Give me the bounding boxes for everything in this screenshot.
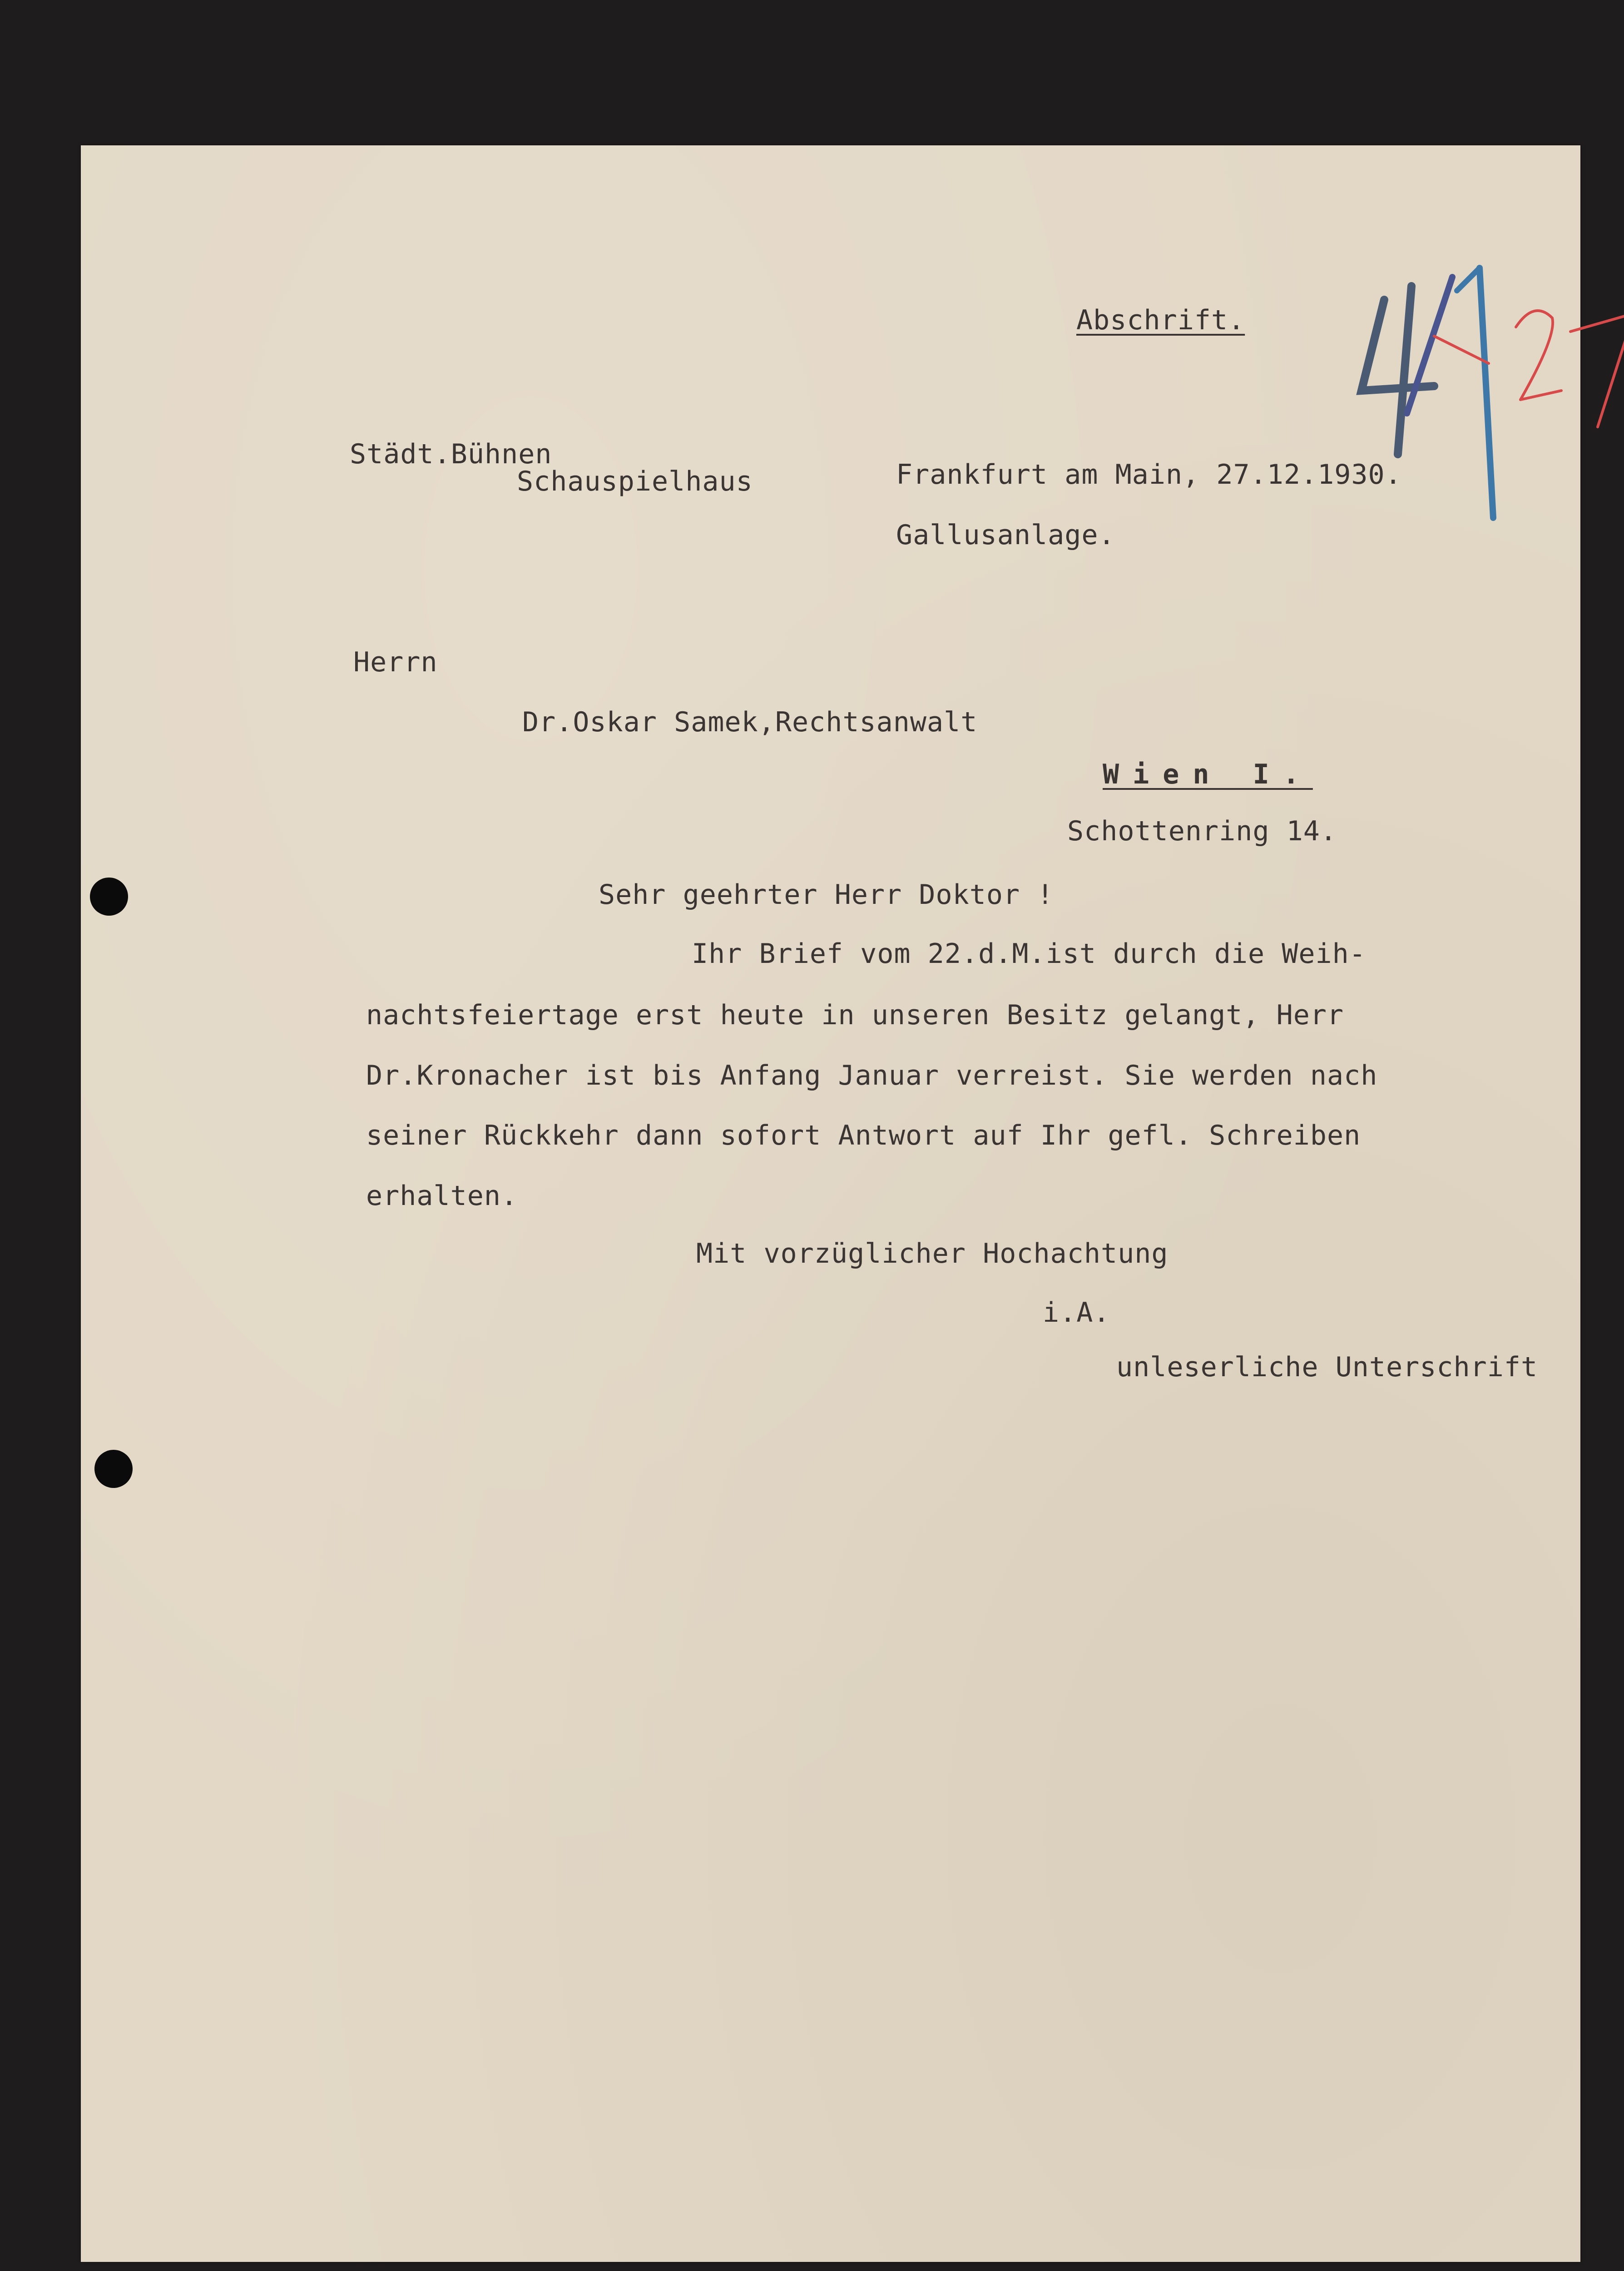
letter-sheet (81, 145, 1580, 2262)
body-line: Ihr Brief vom 22.d.M.ist durch die Weih- (692, 938, 1366, 970)
greeting: Sehr geehrter Herr Doktor ! (599, 879, 1054, 911)
place-date: Frankfurt am Main, 27.12.1930. (896, 459, 1402, 491)
recipient-street: Schottenring 14. (1067, 815, 1337, 847)
body-line: seiner Rückkehr dann sofort Antwort auf Ihr gefl. Schreiben (366, 1120, 1361, 1151)
body-line: nachtsfeiertage erst heute in unseren Besitz gelangt, Herr (366, 999, 1344, 1031)
recipient-name: Dr.Oskar Samek,Rechtsanwalt (522, 706, 978, 738)
recipient-city: Wien I. (1103, 759, 1313, 790)
punch-hole-upper (90, 878, 128, 916)
recipient-prefix: Herrn (353, 646, 438, 678)
signature-note: unleserliche Unterschrift (1116, 1351, 1538, 1383)
copy-marker: Abschrift. (1076, 304, 1245, 336)
body-line: Dr.Kronacher ist bis Anfang Januar verreist. Sie werden nach (366, 1060, 1378, 1091)
punch-hole-lower (94, 1450, 133, 1488)
sender-street: Gallusanlage. (896, 519, 1115, 551)
body-line: erhalten. (366, 1180, 518, 1212)
closing: Mit vorzüglicher Hochachtung (696, 1238, 1168, 1269)
on-behalf: i.A. (1043, 1297, 1110, 1329)
sender-name: Städt.Bühnen (350, 438, 552, 470)
sender-department: Schauspielhaus (517, 466, 753, 497)
